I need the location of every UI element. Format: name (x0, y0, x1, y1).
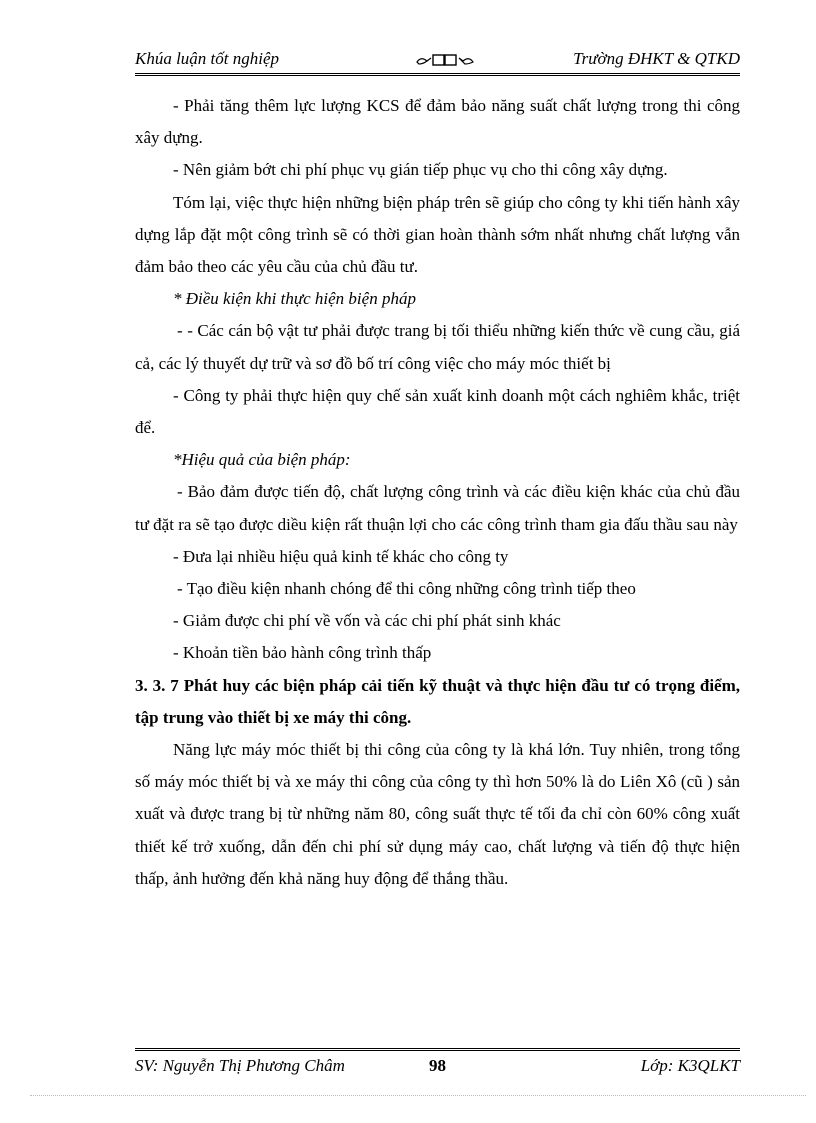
paragraph-conditions: - Tạo điều kiện nhanh chóng để thi công những công trình tiếp theo (177, 579, 636, 599)
paragraph-reduce-cost: - Nên giảm bớt chi phí phục vụ gián tiếp phục vụ cho thi công xây dựng. (173, 160, 668, 180)
paragraph-effects-heading: *Hiệu quả của biện pháp: (173, 450, 351, 470)
paragraph-capital: - Giảm được chi phí về vốn và các chi phí phát sinh khác (173, 611, 561, 631)
section-title: Phát huy các biện pháp cải tiến kỹ thuật và thực hiện đầu tư có trọng điểm, tập trung vào thiết bị xe máy thi công. (135, 675, 740, 727)
header-left-text: Khúa luận tốt nghiệp (135, 49, 280, 68)
header-right-text: Trường ĐHKT & QTKD (573, 49, 740, 68)
paragraph-staff-training: - - Các cán bộ vật tư phải được trang bị tối thiểu những kiến thức về cung cầu, giá cả, các lý thuyết dự trữ và sơ đồ bố trí công việc cho máy móc thiết bị (135, 321, 740, 373)
page-number: 98 (429, 1056, 446, 1075)
paragraph-conditions-heading: * Điều kiện khi thực hiện biện pháp (173, 289, 416, 309)
paragraph-progress: - Bảo đảm được tiến độ, chất lượng công trình và các điều kiện khác của chủ đầu tư đặt ra sẽ tạo được diều kiện rất thuận lợi cho các công trình tham gia đấu thầu sau này (135, 482, 740, 534)
footer-class: Lớp: K3QLKT (640, 1056, 740, 1075)
paragraph-summary: Tóm lại, việc thực hiện những biện pháp trên sẽ giúp cho công ty khi tiến hành xây dựng lắp đặt một công trình sẽ có thời gian hoàn thành sớm nhất nhưng chất lượng vẫn đảm bảo theo các yêu cầu của chủ đầu tư. (135, 192, 740, 277)
paragraph-regulations: - Công ty phải thực hiện quy chế sản xuất kinh doanh một cách nghiêm khắc, triệt để. (135, 385, 740, 438)
page-edge-divider (30, 1095, 806, 1096)
paragraph-kcs: - Phải tăng thêm lực lượng KCS để đảm bảo năng suất chất lượng trong thi công xây dựng. (135, 96, 740, 148)
footer-student: SV: Nguyễn Thị Phương Châm (135, 1056, 345, 1075)
section-heading (135, 670, 740, 734)
paragraph-warranty: - Khoản tiền bảo hành công trình thấp (173, 643, 432, 663)
page-content (135, 90, 740, 895)
paragraph-economic: - Đưa lại nhiều hiệu quả kinh tế khác cho công ty (173, 546, 509, 566)
page-header (135, 47, 740, 76)
page-footer (135, 1048, 740, 1081)
section-number: 3. 3. 7 (135, 675, 184, 695)
paragraph-machinery: Năng lực máy móc thiết bị thi công của công ty là khá lớn. Tuy nhiên, trong tổng số máy móc thiết bị và xe máy thi công của công ty thì hơn 50% là do Liên Xô (cũ ) sản xuất và được trang bị từ những năm 80, công suất thực tế tối đa chỉ còn 60% công xuất thiết kế trở xuống, dẫn đến chi phí sử dụng máy cao, chất lượng và tiến độ thực hiện thấp, ảnh hưởng đến khả năng huy động để thắng thầu. (135, 740, 740, 888)
book-ornament-icon (415, 52, 475, 68)
